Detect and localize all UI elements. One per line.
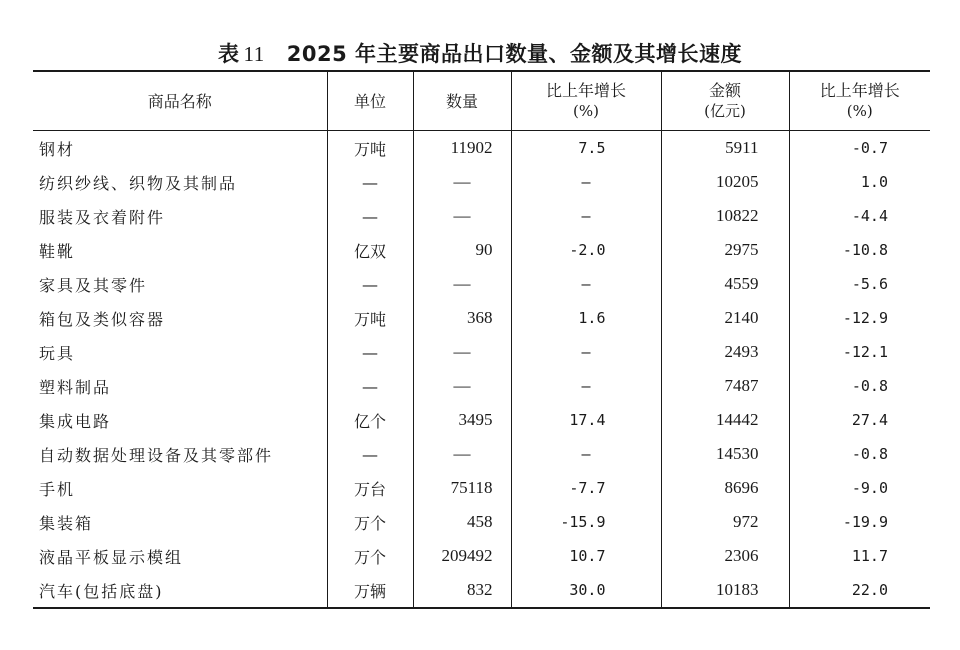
cell-amount: 14442	[661, 403, 789, 437]
cell-amount: 2493	[661, 335, 789, 369]
table-row	[33, 165, 930, 199]
cell-quantity: 368	[413, 301, 511, 335]
cell-product-name: 集装箱	[39, 513, 94, 533]
table-row	[33, 233, 930, 267]
cell-amount-growth: -0.8	[789, 437, 930, 471]
cell-quantity: 832	[413, 573, 511, 608]
cell-amount-growth: -0.8	[789, 369, 930, 403]
cell-amount: 972	[661, 505, 789, 539]
cell-amount-growth: -5.6	[789, 267, 930, 301]
cell-product-name: 塑料制品	[39, 377, 112, 397]
header-amount: 金额 (亿元)	[661, 71, 789, 131]
table-title-text: 2025 年主要商品出口数量、金额及其增长速度	[286, 42, 742, 66]
cell-amount: 10183	[661, 573, 789, 608]
header-product-name: 商品名称	[33, 71, 327, 131]
cell-quantity-growth: —	[511, 165, 661, 199]
cell-quantity: —	[413, 267, 511, 301]
export-table	[33, 70, 930, 609]
cell-quantity: —	[413, 335, 511, 369]
cell-product-name: 自动数据处理设备及其零部件	[39, 445, 274, 465]
cell-amount-growth: -19.9	[789, 505, 930, 539]
cell-amount-growth: 1.0	[789, 165, 930, 199]
cell-product-name: 汽车(包括底盘)	[39, 581, 164, 601]
cell-product-name: 手机	[39, 479, 76, 499]
table-row	[33, 403, 930, 437]
cell-amount: 2140	[661, 301, 789, 335]
cell-amount: 10205	[661, 165, 789, 199]
cell-amount-growth: -12.1	[789, 335, 930, 369]
cell-product-name: 液晶平板显示模组	[39, 547, 184, 567]
header-quantity: 数量	[413, 71, 511, 131]
cell-amount: 5911	[661, 131, 789, 166]
cell-quantity-growth: 17.4	[511, 403, 661, 437]
cell-quantity-growth: —	[511, 437, 661, 471]
cell-unit: —	[327, 199, 413, 233]
table-row	[33, 573, 930, 608]
cell-unit: —	[327, 267, 413, 301]
header-quantity-growth: 比上年增长 (%)	[511, 71, 661, 131]
cell-quantity: 90	[413, 233, 511, 267]
table-title-number: 11	[243, 42, 265, 66]
cell-quantity: 3495	[413, 403, 511, 437]
cell-unit: 万个	[327, 539, 413, 573]
cell-quantity-growth: -7.7	[511, 471, 661, 505]
cell-quantity-growth: —	[511, 369, 661, 403]
cell-quantity: —	[413, 437, 511, 471]
cell-product-name: 纺织纱线、织物及其制品	[39, 173, 238, 193]
cell-quantity-growth: —	[511, 335, 661, 369]
table-row	[33, 267, 930, 301]
cell-product-name: 集成电路	[39, 411, 112, 431]
cell-unit: 万吨	[327, 131, 413, 166]
table-row	[33, 505, 930, 539]
cell-amount: 7487	[661, 369, 789, 403]
cell-quantity: 209492	[413, 539, 511, 573]
cell-product-name: 玩具	[39, 343, 76, 363]
header-amount-growth-unit: (%)	[846, 102, 873, 120]
cell-amount: 2975	[661, 233, 789, 267]
cell-product-name: 钢材	[39, 139, 76, 159]
table-title-label: 表	[218, 42, 240, 66]
header-amount-growth: 比上年增长 (%)	[789, 71, 930, 131]
cell-amount-growth: 27.4	[789, 403, 930, 437]
cell-amount-growth: -9.0	[789, 471, 930, 505]
table-row	[33, 301, 930, 335]
cell-quantity-growth: —	[511, 199, 661, 233]
table-row	[33, 131, 930, 166]
cell-unit: 亿个	[327, 403, 413, 437]
cell-amount: 2306	[661, 539, 789, 573]
cell-unit: —	[327, 437, 413, 471]
cell-amount-growth: 22.0	[789, 573, 930, 608]
cell-quantity: —	[413, 165, 511, 199]
cell-quantity-growth: 1.6	[511, 301, 661, 335]
cell-quantity: 458	[413, 505, 511, 539]
cell-amount-growth: -10.8	[789, 233, 930, 267]
table-row	[33, 471, 930, 505]
table-row	[33, 369, 930, 403]
cell-amount-growth: -4.4	[789, 199, 930, 233]
cell-amount: 14530	[661, 437, 789, 471]
cell-unit: 万吨	[327, 301, 413, 335]
cell-unit: —	[327, 335, 413, 369]
cell-unit: 万个	[327, 505, 413, 539]
cell-quantity-growth: -2.0	[511, 233, 661, 267]
cell-unit: —	[327, 165, 413, 199]
cell-quantity: 75118	[413, 471, 511, 505]
table-row	[33, 335, 930, 369]
cell-unit: 万台	[327, 471, 413, 505]
cell-quantity-growth: —	[511, 267, 661, 301]
header-quantity-growth-unit: (%)	[573, 102, 599, 120]
cell-unit: 万辆	[327, 573, 413, 608]
cell-product-name: 服装及衣着附件	[39, 207, 166, 227]
cell-amount: 10822	[661, 199, 789, 233]
cell-amount-growth: -0.7	[789, 131, 930, 166]
cell-product-name: 箱包及类似容器	[39, 309, 166, 329]
cell-quantity: —	[413, 199, 511, 233]
cell-amount: 8696	[661, 471, 789, 505]
cell-amount: 4559	[661, 267, 789, 301]
cell-quantity-growth: 30.0	[511, 573, 661, 608]
header-unit: 单位	[327, 71, 413, 131]
cell-quantity: 11902	[413, 131, 511, 166]
cell-quantity-growth: 10.7	[511, 539, 661, 573]
table-row	[33, 437, 930, 471]
cell-product-name: 家具及其零件	[39, 275, 148, 295]
cell-unit: 亿双	[327, 233, 413, 267]
table-row	[33, 539, 930, 573]
table-body	[33, 131, 930, 609]
table-row	[33, 199, 930, 233]
cell-quantity-growth: -15.9	[511, 505, 661, 539]
table-header	[33, 71, 930, 131]
cell-amount-growth: -12.9	[789, 301, 930, 335]
table-title	[0, 38, 960, 70]
cell-product-name: 鞋靴	[39, 241, 76, 261]
cell-amount-growth: 11.7	[789, 539, 930, 573]
cell-quantity: —	[413, 369, 511, 403]
cell-unit: —	[327, 369, 413, 403]
cell-quantity-growth: 7.5	[511, 131, 661, 166]
header-row	[33, 71, 930, 131]
header-amount-unit: (亿元)	[704, 102, 746, 120]
